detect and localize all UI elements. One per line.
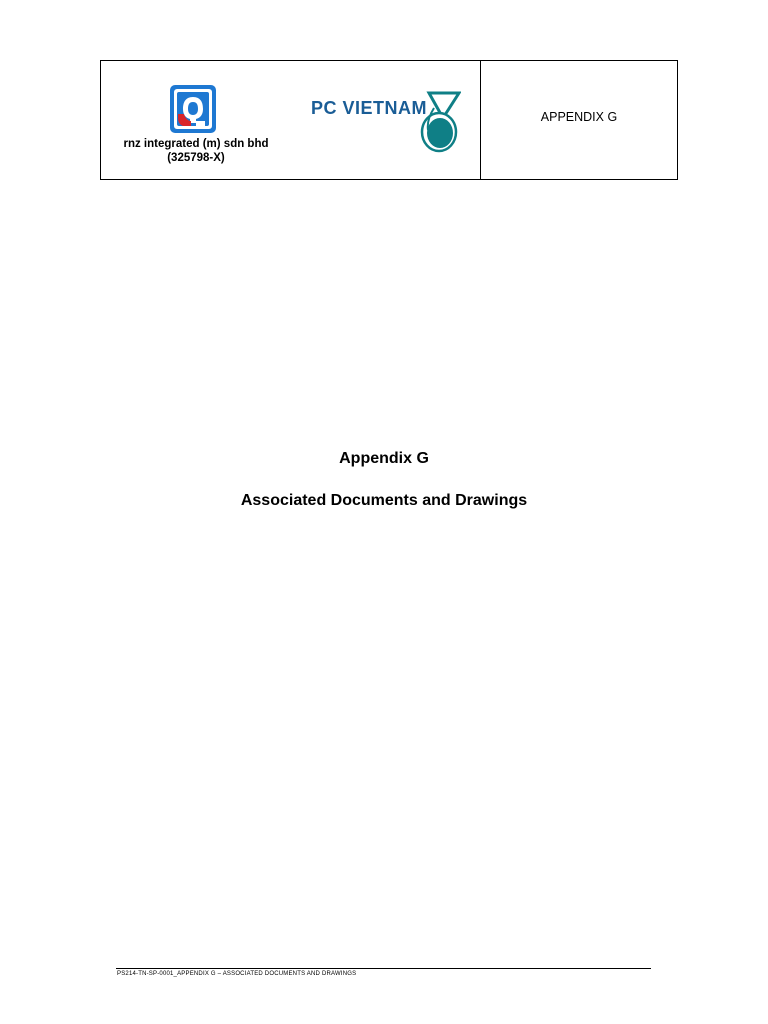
page-subtitle: Associated Documents and Drawings: [240, 492, 528, 509]
footer-divider: [116, 968, 651, 969]
company-name-block: [111, 137, 281, 165]
rnz-logo-icon: [169, 84, 217, 134]
pc-vietnam-logo-text: PC VIETNAM: [311, 98, 428, 118]
footer-doc-reference: PS214-TN-SP-0001_APPENDIX G – ASSOCIATED DOCUMENTS AND DRAWINGS: [117, 971, 357, 977]
header-appendix-cell: [481, 61, 677, 179]
header-logo-cell: [101, 61, 481, 179]
page-title: Appendix G: [339, 450, 429, 467]
company-registration: (325798-X): [167, 152, 225, 164]
document-header: [100, 60, 678, 180]
appendix-label: APPENDIX G: [540, 110, 618, 124]
pc-vietnam-logo-icon: [311, 88, 461, 154]
company-name: rnz integrated (m) sdn bhd: [123, 138, 269, 150]
